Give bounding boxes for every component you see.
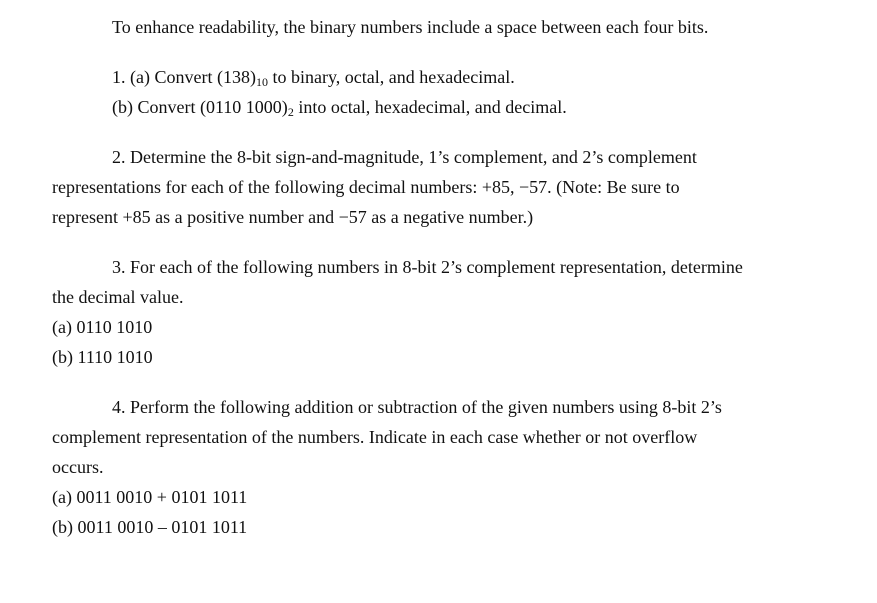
question-1a xyxy=(112,67,515,87)
question-2-line-1: 2. Determine the 8-bit sign-and-magnitude, 1’s complement, and 2’s complement xyxy=(112,147,697,167)
question-3-line-1: 3. For each of the following numbers in 8-bit 2’s complement representation, determine xyxy=(112,257,743,277)
intro-text: To enhance readability, the binary numbers include a space between each four bits. xyxy=(112,17,709,37)
question-4-line-3: occurs. xyxy=(52,457,104,477)
question-1b xyxy=(112,97,567,117)
question-2-line-3: represent +85 as a positive number and −57 as a negative number.) xyxy=(52,207,534,227)
question-2-line-2: representations for each of the following decimal numbers: +85, −57. (Note: Be sure to xyxy=(52,177,680,197)
question-1a-post: to binary, octal, and hexadecimal. xyxy=(267,67,515,87)
question-4a: (a) 0011 0010 + 0101 1011 xyxy=(52,487,248,507)
question-1b-post: into octal, hexadecimal, and decimal. xyxy=(293,97,567,117)
question-4-line-1: 4. Perform the following addition or subtraction of the given numbers using 8-bit 2’s xyxy=(112,397,722,417)
question-3a: (a) 0110 1010 xyxy=(52,317,153,337)
question-1a-base: 10 xyxy=(255,75,268,89)
question-4b: (b) 0011 0010 – 0101 1011 xyxy=(52,517,248,537)
question-3b: (b) 1110 1010 xyxy=(52,347,153,367)
question-4-line-2: complement representation of the numbers. Indicate in each case whether or not overflow xyxy=(52,427,698,447)
question-3-line-2: the decimal value. xyxy=(52,287,184,307)
question-1a-pre: 1. (a) Convert (138) xyxy=(112,67,256,87)
question-1b-base: 2 xyxy=(287,105,294,119)
question-1b-pre: (b) Convert (0110 1000) xyxy=(112,97,288,117)
